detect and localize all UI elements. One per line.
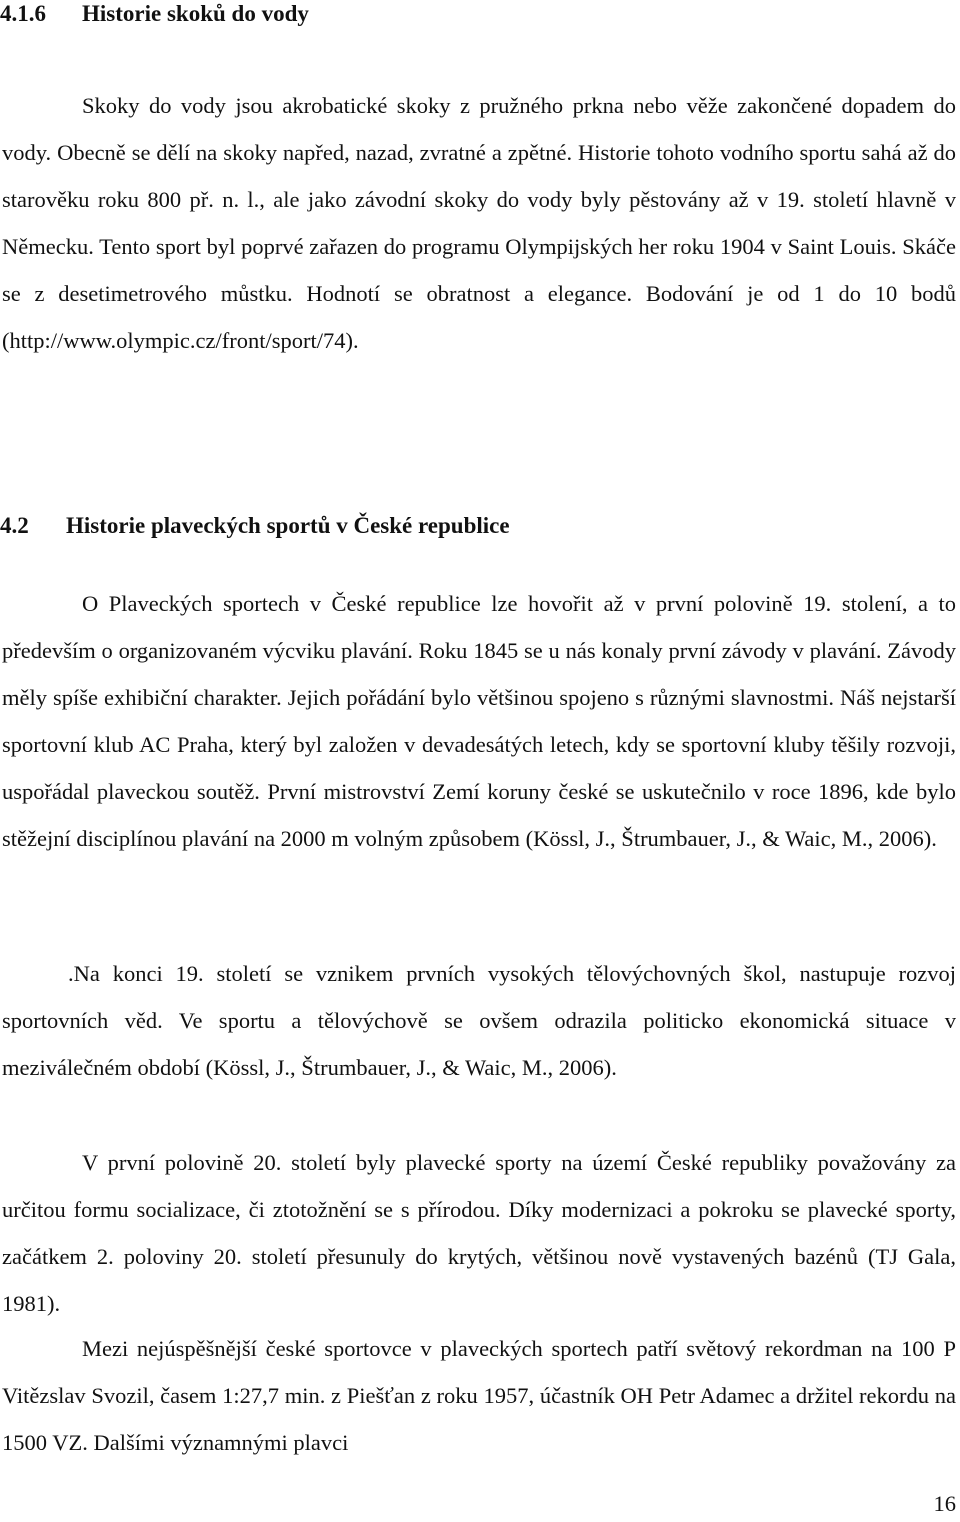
paragraph-swimming-19th-century: O Plaveckých sportech v České republice lze hovořit až v první polovině 19. stolení, a to především o organizovaném výcviku plavání. Roku 1845 se u nás konaly první závody v plavání. Závody měly spíše exhibiční charakter. Jejich pořádání bylo většinou spojeno s různými slavnostmi. Náš nejstarší sportovní klub AC Praha, který byl založen v devadesátých letech, kdy se sportovní kluby těšily rozvoji, uspořádal plaveckou soutěž. První mistrovství Zemí koruny české se uskutečnilo v roce 1896, kde bylo stěžejní disciplínou plavání na 2000 m volným způsobem (Kössl, J., Štrumbauer, J., & Waic, M., 2006).: [2, 591, 956, 851]
paragraph-sports-science: .Na konci 19. století se vznikem prvních vysokých tělovýchovných škol, nastupuje rozvoj sportovních věd. Ve sportu a tělovýchově se ovšem odrazila politicko ekonomická situace v meziválečném období (Kössl, J., Štrumbauer, J., & Waic, M., 2006).: [2, 961, 956, 1080]
page-number: 16: [933, 1491, 956, 1516]
section-number: 4.2: [0, 513, 29, 538]
paragraph-diving-history: Skoky do vody jsou akrobatické skoky z pružného prkna nebo věže zakončené dopadem do vody. Obecně se dělí na skoky napřed, nazad, zvratné a zpětné. Historie tohoto vodního sportu sahá až do starověku roku 800 př. n. l., ale jako závodní skoky do vody byly pěstovány až v 19. století hlavně v Německu. Tento sport byl poprvé zařazen do programu Olympijských her roku 1904 v Saint Louis. Skáče se z desetimetrového můstku. Hodnotí se obratnost a elegance. Bodování je od 1 do 10 bodů (http://www.olympic.cz/front/sport/74).: [2, 93, 956, 353]
section-number: 4.1.6: [0, 1, 46, 26]
section-title: Historie plaveckých sportů v České republice: [66, 513, 510, 538]
paragraph-successful-athletes: Mezi nejúspěšnější české sportovce v plaveckých sportech patří světový rekordman na 100 P Vitězslav Svozil, časem 1:27,7 min. z Piešťan z roku 1957, účastník OH Petr Adamec a držitel rekordu na 1500 VZ. Dalšími významnými plavci: [2, 1336, 956, 1455]
section-heading-4-1-6: [0, 0, 309, 28]
paragraph-20th-century: V první polovině 20. století byly plavecké sporty na území České republiky považovány za určitou formu socializace, či ztotožnění se s přírodou. Díky modernizaci a pokroku se plavecké sporty, začátkem 2. poloviny 20. století přesunuly do krytých, většinou nově vystavených bazénů (TJ Gala, 1981).: [2, 1150, 956, 1316]
section-heading-4-2: [0, 512, 510, 540]
section-title: Historie skoků do vody: [82, 1, 309, 26]
